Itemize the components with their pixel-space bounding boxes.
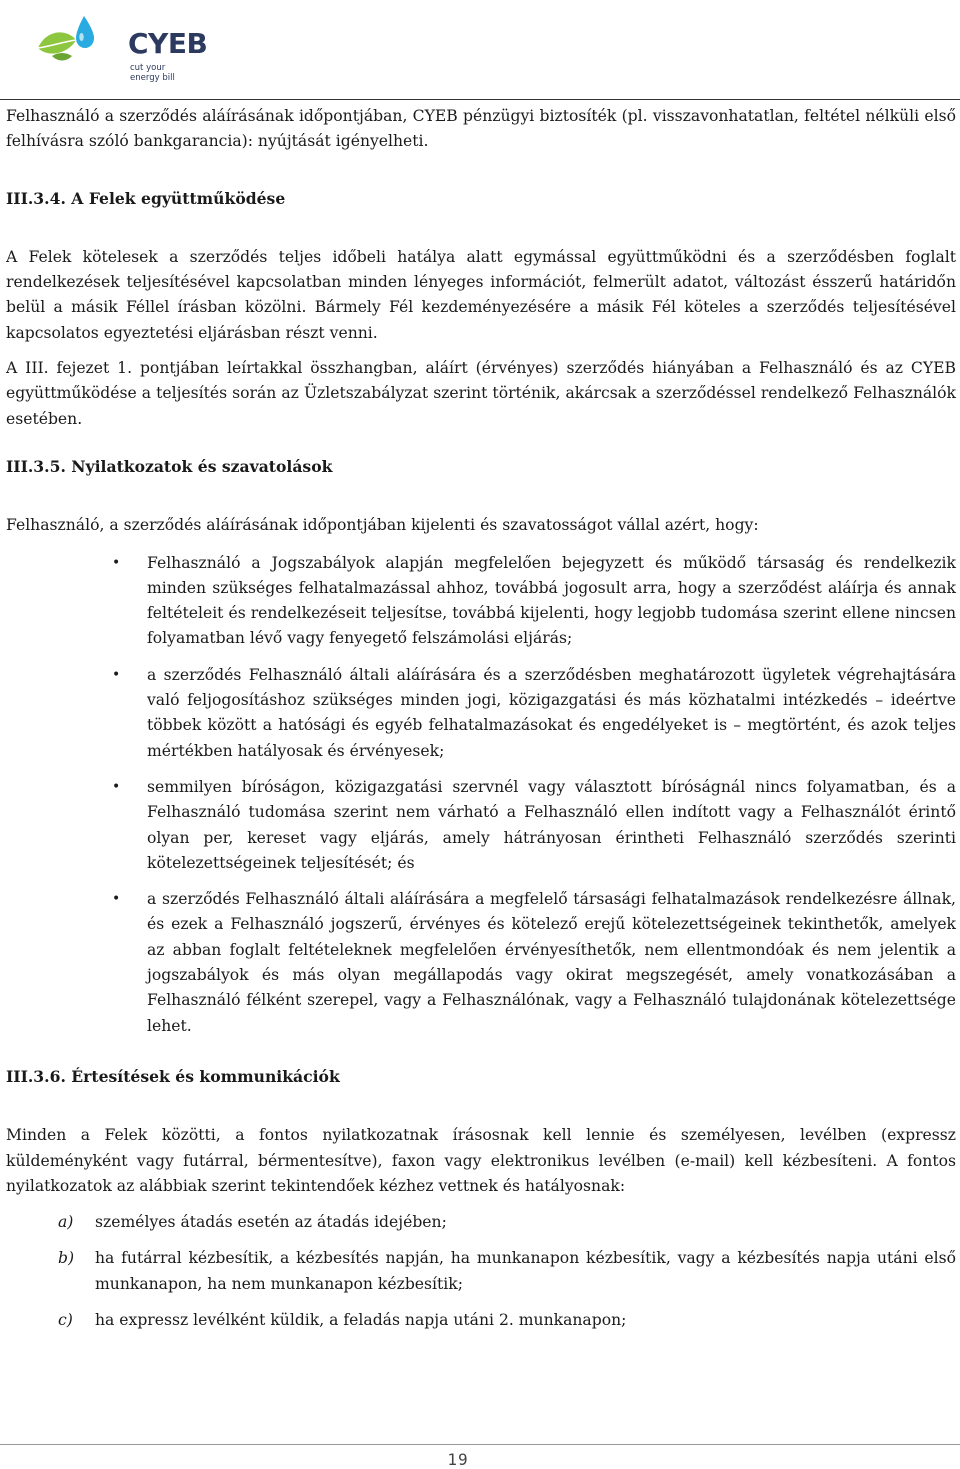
cyeb-logo [32,8,208,83]
bullet-marker: • [112,666,121,683]
footer-divider [0,1444,960,1445]
list-item [6,1308,956,1333]
list-item [6,1210,956,1235]
paragraph: A III. fejezet 1. pontjában leírtakkal összhangban, aláírt (érvényes) szerződés hiányában a Felhasználó és az CYEB együttműködése a teljesítés során az Üzletszabályzat szerint történik, akárcsak a szerződéssel rendelkező Felhasználók esetében. [6,359,956,428]
list-item-text: a szerződés Felhasználó általi aláírására a megfelelő társasági felhatalmazások rendelkezésre állnak, és ezek a Felhasználó jogszerű, érvényes és kötelező erejű kötelezettségeinek tekinthetők, amelyek az abban foglalt feltételeknek megfelelően érvényesíthetők, nem ellentmondóak és nem jelentik a jogszabályok és más olyan megállapodás vagy okirat megszegését, amely vonatkozásában a Felhasználó félként szerepel, vagy a Felhasználónak, vagy a Felhasználó tulajdonának kötelezettsége lehet. [147,890,956,1035]
list-marker: b) [58,1249,75,1268]
list-item [6,663,956,764]
section-heading-3-3-5: III.3.5. Nyilatkozatok és szavatolások [6,456,333,476]
document-body [6,104,956,1344]
list-marker: a) [58,1213,74,1232]
list-item-text: ha futárral kézbesítik, a kézbesítés napján, ha munkanapon kézbesítik, vagy a kézbesítés napja utáni első munkanapon, ha nem munkanapon kézbesítik; [95,1249,956,1293]
statements-list [6,551,956,1039]
list-item-text: személyes átadás esetén az átadás idejében; [95,1213,447,1232]
paragraph: Minden a Felek közötti, a fontos nyilatkozatnak írásosnak kell lennie és személyesen, levélben (expressz küldeményként vagy futárral, bérmentesítve), faxon vagy elektronikus levélben (e-mail) kell kézbesíteni. A fontos nyilatkozatok az alábbiak szerint tekintendőek kézhez vettnek és hatályosnak: [6,1126,956,1195]
list-item [6,551,956,652]
paragraph: Felhasználó a szerződés aláírásának időpontjában, CYEB pénzügyi biztosíték (pl. visszavonhatatlan, feltétel nélküli első felhívásra szóló bankgarancia): nyújtását igényelheti. [6,107,956,151]
section-heading-3-3-6: III.3.6. Értesítések és kommunikációk [6,1066,340,1086]
paragraph: Felhasználó, a szerződés aláírásának időpontjában kijelenti és szavatosságot vállal azért, hogy: [6,516,759,535]
list-item-text: ha expressz levélként küldik, a feladás napja utáni 2. munkanapon; [95,1310,627,1329]
list-item-text: Felhasználó a Jogszabályok alapján megfelelően bejegyzett és működő társaság és rendelkezik minden szükséges felhatalmazással ahhoz, továbbá jogosult arra, hogy a szerződést aláírja és annak feltételeit és rendelkezéseit teljesítse, továbbá kijelenti, hogy legjobb tudomása szerint ellene nincsen folyamatban lévő vagy fenyegető felszámolási eljárás; [147,553,956,648]
bullet-marker: • [112,778,121,795]
page-number: 19 [447,1450,469,1469]
brand-name: CYEB [128,27,208,60]
section-heading-3-3-4: III.3.4. A Felek együttműködése [6,188,286,208]
bullet-marker: • [112,554,121,571]
brand-tagline: cut your energy bill [130,63,175,83]
leaf-drop-icon [32,8,102,78]
bullet-marker: • [112,891,121,908]
list-item [6,887,956,1039]
list-marker: c) [58,1310,73,1329]
paragraph: A Felek kötelesek a szerződés teljes időbeli hatálya alatt egymással együttműködni és a szerződésben foglalt rendelkezések teljesítésével kapcsolatban minden lényeges információt, felmerült adatot, változást ésszerű határidőn belül a másik Féllel írásban közölni. Bármely Fél kezdeményezésére a másik Fél köteles a szerződés teljesítésével kapcsolatos egyeztetési eljárásban részt venni. [6,247,956,342]
list-item [6,775,956,876]
delivery-list [6,1210,956,1333]
list-item-text: semmilyen bíróságon, közigazgatási szervnél vagy választott bíróságnál nincs folyamatban, és a Felhasználó tudomása szerint nem várható a Felhasználó ellen indított vagy a Felhasználót érintő olyan per, kereset vagy eljárás, amely hátrányosan érintheti Felhasználó szerződés szerinti kötelezettségeinek teljesítését; és [147,777,956,872]
header-divider [0,99,960,100]
list-item [6,1246,956,1297]
list-item-text: a szerződés Felhasználó általi aláírására és a szerződésben meghatározott ügyletek végrehajtására való feljogosításhoz szükséges minden jogi, közigazgatási és más közhatalmi intézkedés – ideértve többek között a hatósági és egyéb felhatalmazásokat és engedélyeket is – megtörtént, és azok teljes mértékben hatályosak és érvényesek; [147,665,956,760]
